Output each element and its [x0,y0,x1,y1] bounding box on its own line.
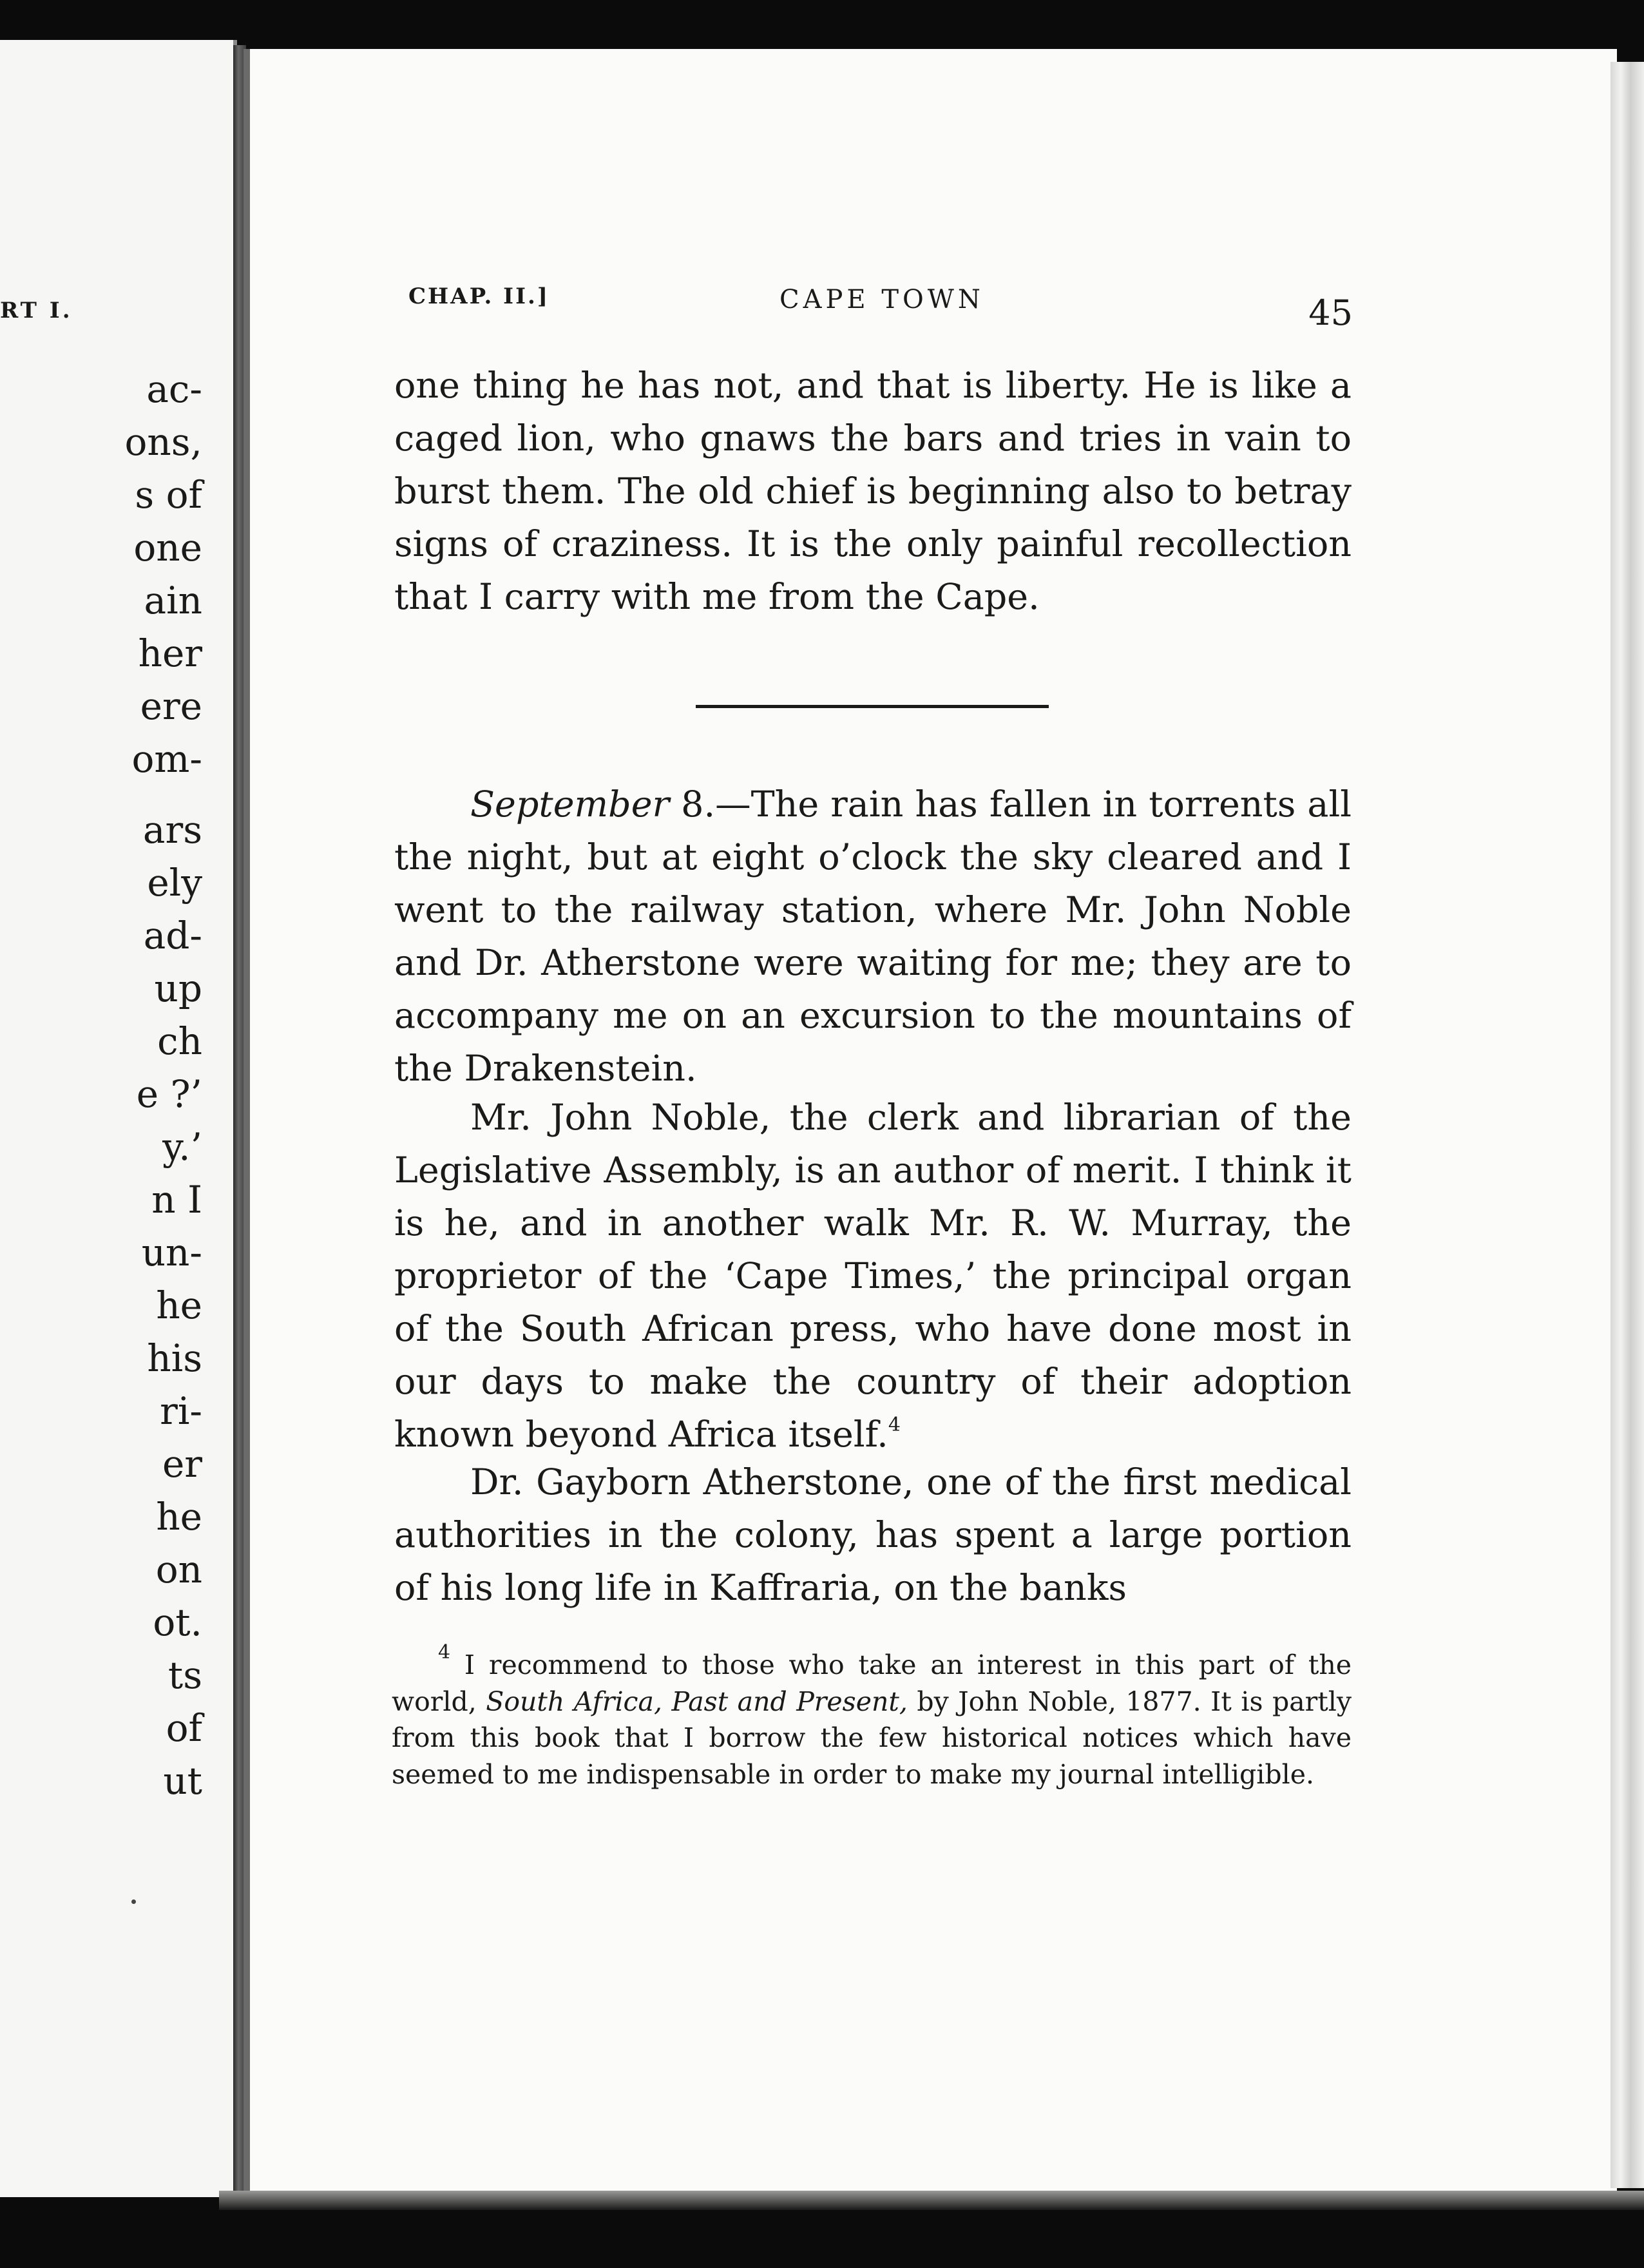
left-page-line-fragment: ad- [143,914,202,957]
left-page-line-fragment: ch [157,1019,202,1063]
left-page-line-fragment: he [156,1495,202,1539]
left-page-line-fragment: s of [135,473,202,517]
left-page-line-fragment: ons, [124,420,202,464]
left-page-line-fragment: ere [140,684,202,728]
left-page-line-fragment: un- [141,1231,202,1274]
left-page-line-fragment: om- [131,737,202,781]
footnote-text-start: I recommend to those who take an interest in this part of the world, [392,1649,1352,1717]
left-page-line-fragment: his [147,1336,202,1380]
left-page-line-fragment: on [155,1548,202,1591]
footnote-book-title: South Africa, Past and Present, [486,1686,908,1717]
left-page-line-fragment: ars [142,808,202,852]
paragraph-september-8 [394,778,1352,1095]
left-page-line-fragment: ely [147,861,202,905]
ink-speck [131,1899,136,1904]
left-page-line-fragment: up [154,966,202,1010]
footnote-reference: 4 [888,1414,901,1436]
page-bottom-shadow [219,2191,1644,2210]
paragraph-john-noble [394,1091,1352,1461]
left-page-line-fragment: ain [144,579,202,622]
left-page-line-fragment: ac- [146,367,202,411]
page-number: 45 [1308,293,1353,333]
left-page-line-fragment: er [162,1442,202,1486]
left-page-line-fragment: her [138,631,202,675]
running-header [406,276,1359,340]
left-page-line-fragment: n I [151,1178,202,1222]
paragraph-liberty: one thing he has not, and that is liberty. He is like a caged lion, who gnaws the bars and tries in vain to burst them. The old chief is beginning also to betray signs of craziness. It is the only painful recollection that I carry with me from the Cape. [394,365,1352,618]
page-edge-stack [1611,62,1644,2188]
left-page-line-fragment: e ?’ [136,1072,202,1116]
left-page-line-fragment: ts [167,1653,202,1697]
left-page-line-fragment: y.’ [162,1125,202,1169]
left-page-line-fragment: of [166,1706,202,1750]
paragraph-john-noble-text: Mr. John Noble, the clerk and librarian of the Legislative Assembly, is an author of merit. I think it is he, and in another walk Mr. R. W. Murray, the proprietor of the ‘Cape Times,’ the principal organ of the South African press, who have done most in our days to make the country of their adoption known beyond Africa itself. [394,1097,1352,1456]
left-page-line-fragment: ri- [160,1389,202,1433]
footnote [392,1641,1352,1792]
left-facing-page [0,40,237,2197]
left-page-line-fragment: he [156,1283,202,1327]
footnote-number: 4 [438,1641,451,1664]
section-divider-rule [696,705,1049,708]
left-page-line-fragment: one [133,526,202,570]
footnote-text-end: by John Noble, 1877. It is partly from this book that I borrow the few historical notices which have seemed to me indispensable in order to make my journal intelligible. [392,1686,1352,1790]
date-label: September [470,783,670,825]
chapter-label: CHAP. II.] [408,284,550,309]
running-title: CAPE TOWN [779,285,984,314]
left-page-line-fragment: ut [163,1759,202,1803]
paragraph-atherstone: Dr. Gayborn Atherstone, one of the first medical authorities in the colony, has spent a large portion of his long life in Kaffraria, on the banks [394,1461,1352,1609]
paragraph-september-8-text: 8.—The rain has fallen in torrents all the night, but at eight o’clock the sky cleared and I went to the railway station, where Mr. John Noble and Dr. Atherstone were waiting for me; they are to accompany me on an excursion to the mountains of the Drakenstein. [394,783,1352,1090]
left-page-header-fragment: RT I. [0,298,73,323]
left-page-line-fragment: ot. [153,1600,202,1644]
